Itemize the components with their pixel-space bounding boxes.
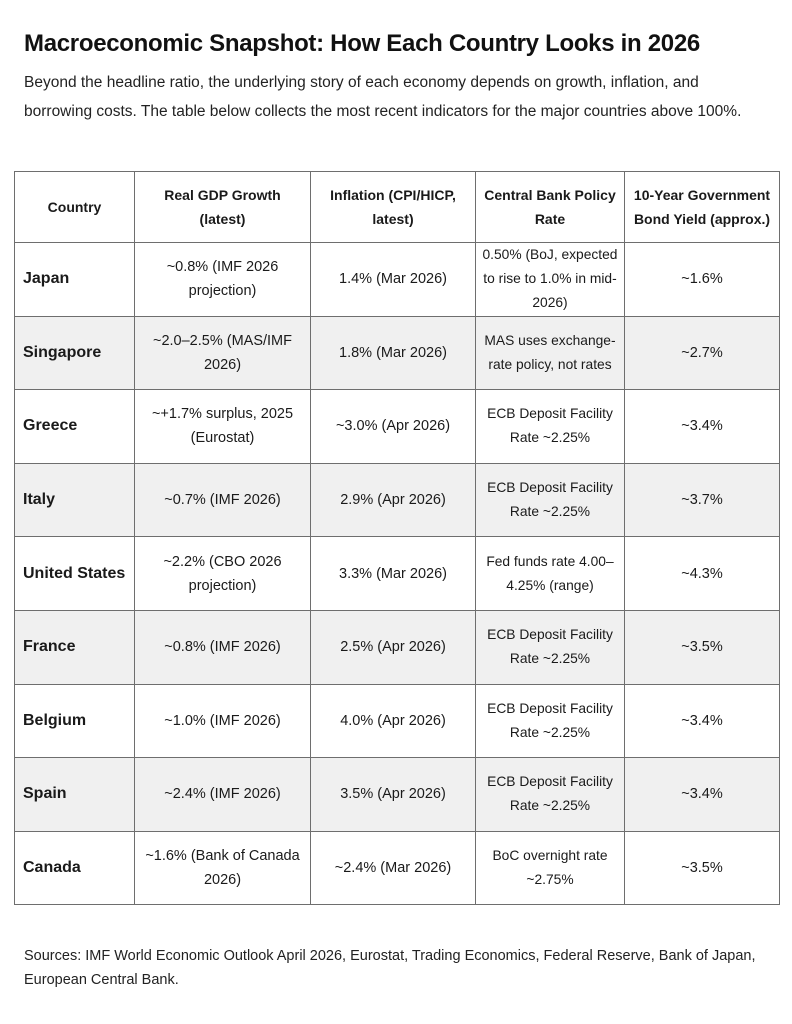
cell-policy-rate: BoC overnight rate ~2.75% bbox=[476, 831, 625, 905]
cell-country: Japan bbox=[15, 243, 135, 317]
cell-policy-rate: ECB Deposit Facility Rate ~2.25% bbox=[476, 758, 625, 832]
table-row bbox=[15, 316, 780, 390]
cell-country: Belgium bbox=[15, 684, 135, 758]
cell-bond-yield: ~3.7% bbox=[625, 463, 780, 537]
cell-bond-yield: ~3.4% bbox=[625, 684, 780, 758]
cell-gdp-growth: ~0.7% (IMF 2026) bbox=[135, 463, 311, 537]
cell-country: Greece bbox=[15, 390, 135, 464]
intro-paragraph: Beyond the headline ratio, the underlying story of each economy depends on growth, inflation, and borrowing costs. The table below collects the most recent indicators for the major countries above 100%. bbox=[24, 74, 742, 120]
table-row bbox=[15, 831, 780, 905]
cell-policy-rate: 0.50% (BoJ, expected to rise to 1.0% in mid-2026) bbox=[476, 243, 625, 317]
cell-country: Singapore bbox=[15, 316, 135, 390]
cell-inflation: 3.3% (Mar 2026) bbox=[311, 537, 476, 611]
cell-inflation: 2.9% (Apr 2026) bbox=[311, 463, 476, 537]
cell-gdp-growth: ~1.6% (Bank of Canada 2026) bbox=[135, 831, 311, 905]
table-row bbox=[15, 243, 780, 317]
cell-country: France bbox=[15, 610, 135, 684]
cell-policy-rate: ECB Deposit Facility Rate ~2.25% bbox=[476, 610, 625, 684]
table-row bbox=[15, 390, 780, 464]
cell-inflation: 4.0% (Apr 2026) bbox=[311, 684, 476, 758]
cell-bond-yield: ~2.7% bbox=[625, 316, 780, 390]
cell-inflation: 3.5% (Apr 2026) bbox=[311, 758, 476, 832]
cell-bond-yield: ~3.5% bbox=[625, 831, 780, 905]
header-policy-rate: Central Bank Policy Rate bbox=[476, 172, 625, 243]
cell-inflation: 2.5% (Apr 2026) bbox=[311, 610, 476, 684]
cell-policy-rate: Fed funds rate 4.00–4.25% (range) bbox=[476, 537, 625, 611]
cell-gdp-growth: ~2.2% (CBO 2026 projection) bbox=[135, 537, 311, 611]
cell-bond-yield: ~3.4% bbox=[625, 390, 780, 464]
cell-gdp-growth: ~0.8% (IMF 2026 projection) bbox=[135, 243, 311, 317]
header-gdp-growth: Real GDP Growth (latest) bbox=[135, 172, 311, 243]
table-row bbox=[15, 463, 780, 537]
cell-inflation: ~3.0% (Apr 2026) bbox=[311, 390, 476, 464]
cell-gdp-growth: ~+1.7% surplus, 2025 (Eurostat) bbox=[135, 390, 311, 464]
header-inflation: Inflation (CPI/HICP, latest) bbox=[311, 172, 476, 243]
cell-bond-yield: ~3.4% bbox=[625, 758, 780, 832]
header-country: Country bbox=[15, 172, 135, 243]
cell-country: United States bbox=[15, 537, 135, 611]
table-header-row bbox=[15, 172, 780, 243]
sources-note: Sources: IMF World Economic Outlook April 2026, Eurostat, Trading Economics, Federal Reserve, Bank of Japan, European Central Bank. bbox=[24, 948, 756, 988]
cell-policy-rate: MAS uses exchange-rate policy, not rates bbox=[476, 316, 625, 390]
cell-country: Spain bbox=[15, 758, 135, 832]
cell-bond-yield: ~1.6% bbox=[625, 243, 780, 317]
cell-policy-rate: ECB Deposit Facility Rate ~2.25% bbox=[476, 390, 625, 464]
cell-bond-yield: ~4.3% bbox=[625, 537, 780, 611]
cell-country: Italy bbox=[15, 463, 135, 537]
table-row bbox=[15, 610, 780, 684]
table-row bbox=[15, 537, 780, 611]
page-title: Macroeconomic Snapshot: How Each Country Looks in 2026 bbox=[24, 30, 700, 57]
cell-inflation: ~2.4% (Mar 2026) bbox=[311, 831, 476, 905]
cell-policy-rate: ECB Deposit Facility Rate ~2.25% bbox=[476, 684, 625, 758]
cell-inflation: 1.4% (Mar 2026) bbox=[311, 243, 476, 317]
cell-bond-yield: ~3.5% bbox=[625, 610, 780, 684]
cell-gdp-growth: ~2.0–2.5% (MAS/IMF 2026) bbox=[135, 316, 311, 390]
cell-inflation: 1.8% (Mar 2026) bbox=[311, 316, 476, 390]
cell-country: Canada bbox=[15, 831, 135, 905]
table-row bbox=[15, 758, 780, 832]
cell-gdp-growth: ~0.8% (IMF 2026) bbox=[135, 610, 311, 684]
cell-gdp-growth: ~2.4% (IMF 2026) bbox=[135, 758, 311, 832]
cell-gdp-growth: ~1.0% (IMF 2026) bbox=[135, 684, 311, 758]
cell-policy-rate: ECB Deposit Facility Rate ~2.25% bbox=[476, 463, 625, 537]
table-row bbox=[15, 684, 780, 758]
macro-table bbox=[14, 171, 780, 905]
header-bond-yield: 10-Year Government Bond Yield (approx.) bbox=[625, 172, 780, 243]
